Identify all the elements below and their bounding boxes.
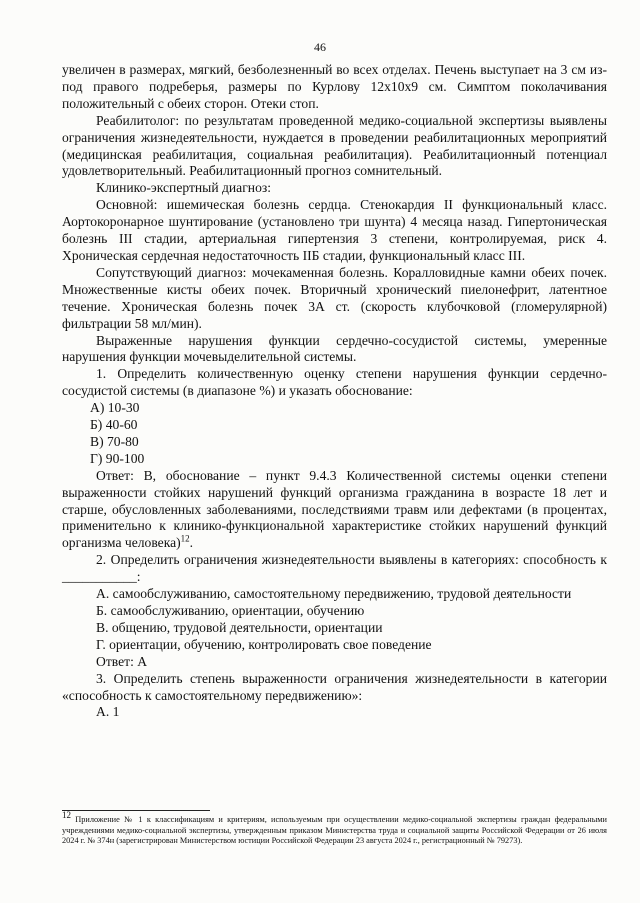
answer-1-end: .	[189, 535, 194, 551]
document-body	[62, 62, 607, 721]
question-3: 3. Определить степень выраженности ограничения жизнедеятельности в категории «способность к самостоятельному передвижению»:	[62, 670, 607, 703]
paragraph-impairments: Выраженные нарушения функции сердечно-сосудистой системы, умеренные нарушения функции мочевыделительной системы.	[62, 332, 607, 365]
paragraph-rehabilitologist: Реабилитолог: по результатам проведенной медико-социальной экспертизы выявлены ограничения жизнедеятельности, нуждается в проведении реабилитационных мероприятий (медицинская реабилитация, социальная реабилитация). Реабилитационный потенциал удовлетворительный. Реабилитационный прогноз сомнительный.	[62, 112, 607, 179]
paragraph-exam-findings: увеличен в размерах, мягкий, безболезненный во всех отделах. Печень выступает на 3 см из-под правого подреберья, размеры по Курлову 12х10х9 см. Симптом поколачивания положительный с обеих сторон. Отеки стоп.	[62, 62, 607, 111]
answer-1-text: Ответ: В, обоснование – пункт 9.4.3 Количественной системы оценки степени выраженности стойких нарушений функций организма гражданина в возрасте 18 лет и старше, обусловленных заболеваниями, последствиями травм или дефектами (в процентах, применительно к клинико-функциональной характеристике стойких нарушений функций организма человека)	[62, 467, 607, 551]
question-2-option: Г. ориентации, обучению, контролировать свое поведение	[96, 636, 432, 652]
page-number: 46	[314, 40, 326, 54]
question-2-option: А. самообслуживанию, самостоятельному передвижению, трудовой деятельности	[96, 586, 572, 602]
paragraph-main-diagnosis: Основной: ишемическая болезнь сердца. Стенокардия II функциональный класс. Аортокоронарное шунтирование (установлено три шунта) 4 месяца назад. Гипертоническая болезнь III стадии, артериальная гипертензия 3 степени, контролируемая, риск 4. Хроническая сердечная недостаточность IIБ стадии, функциональный класс III.	[62, 197, 607, 263]
footnote-number: 12	[62, 810, 71, 821]
footnote	[62, 810, 607, 847]
question-1-option: А) 10-30	[90, 400, 140, 416]
question-1-option: В) 70-80	[90, 433, 139, 449]
paragraph-diagnosis-heading: Клинико-экспертный диагноз:	[96, 180, 272, 196]
footnote-reference: 12	[180, 533, 190, 544]
paragraph-concomitant-diagnosis: Сопутствующий диагноз: мочекаменная болезнь. Коралловидные камни обеих почек. Множественные кисты обеих почек. Вторичный хронический пиелонефрит, латентное течение. Хроническая болезнь почек 3А ст. (скорость клубочковой (гломерулярной) фильтрации 58 мл/мин).	[62, 264, 607, 331]
question-1-option: Б) 40-60	[90, 417, 138, 433]
question-1-option: Г) 90-100	[90, 450, 145, 466]
question-2: 2. Определить ограничения жизнедеятельности выявлены в категориях: способность к ___________:	[62, 552, 607, 585]
answer-1	[62, 468, 607, 553]
question-2-option: В. общению, трудовой деятельности, ориентации	[96, 619, 383, 635]
question-1: 1. Определить количественную оценку степени нарушения функции сердечно-сосудистой системы (в диапазоне %) и указать обоснование:	[62, 366, 607, 399]
footnote-text: Приложение № 1 к классификациям и критериям, используемым при осуществлении медико-социальной экспертизы граждан федеральными учреждениями медико-социальной экспертизы, утвержденным приказом Министерства труда и социальной защиты Российской Федерации от 26 июля 2024 г. № 374н (зарегистрирован Министерством юстиции Российской Федерации 23 августа 2024 г., регистрационный № 79273).	[62, 815, 607, 846]
question-2-option: Б. самообслуживанию, ориентации, обучению	[96, 603, 365, 618]
footnote-divider	[62, 810, 210, 811]
question-3-option: А. 1	[96, 704, 120, 720]
answer-2: Ответ: А	[96, 653, 148, 669]
